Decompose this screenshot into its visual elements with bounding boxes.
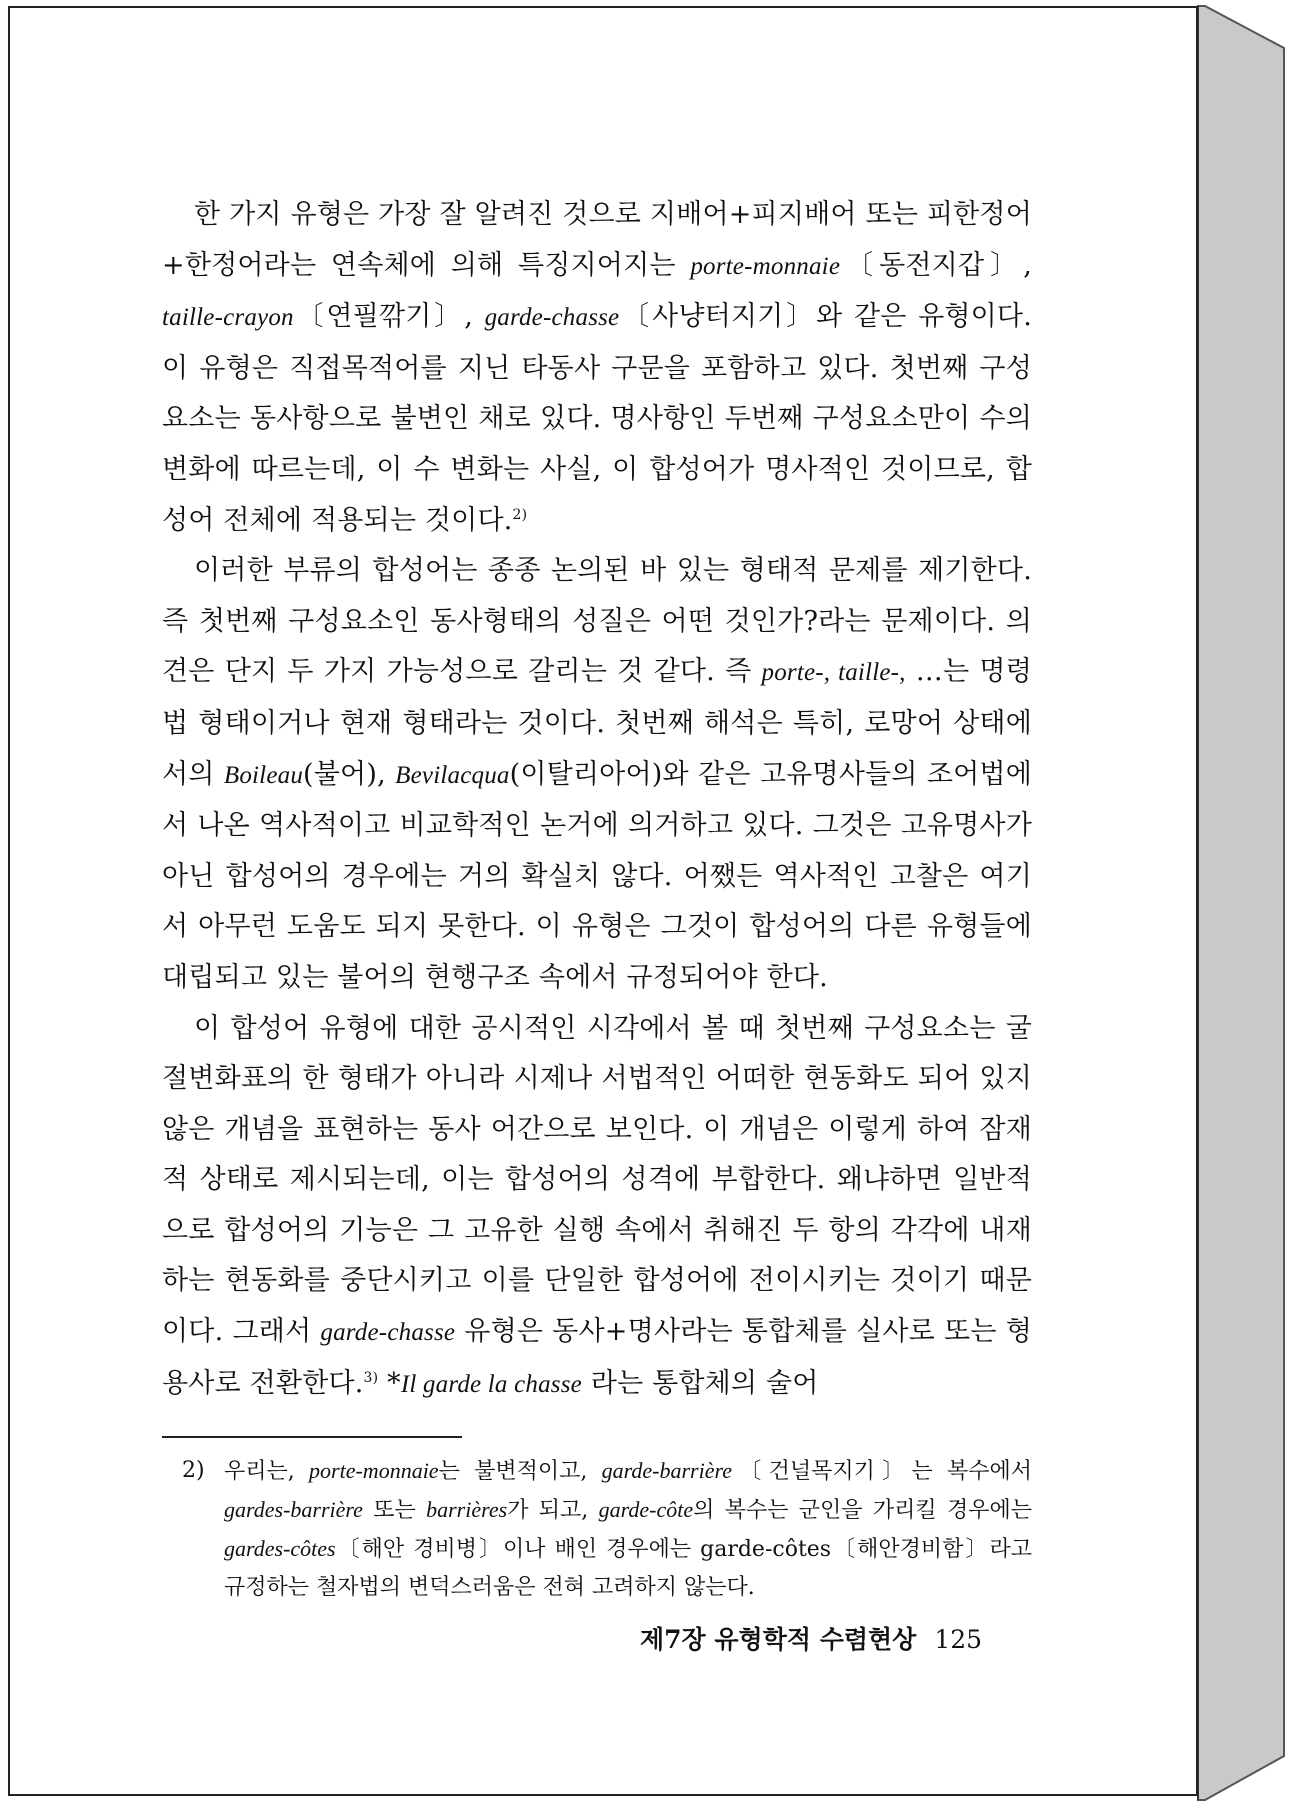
text-run: 유형은 동사+명사라는 통합체를 실사로 또는 형용사로 전환한다. xyxy=(162,1316,1032,1399)
foreign-term: Il garde la chasse xyxy=(400,1370,582,1398)
foreign-term: Boileau xyxy=(223,761,304,789)
text-run: 〔건널목지기〕는 복수에서 xyxy=(732,1459,1032,1485)
foreign-term: barrières xyxy=(426,1497,508,1523)
footnote-text xyxy=(224,1452,1032,1607)
foreign-term: porte-monnaie xyxy=(309,1458,439,1484)
body-paragraph-2 xyxy=(162,546,1032,1003)
foreign-term: Bevilacqua xyxy=(395,761,510,789)
footnote-reference: 2) xyxy=(512,506,528,523)
text-run: 이 합성어 유형에 대한 공시적인 시각에서 볼 때 첫번째 구성요소는 굴절변화표의 한 형태가 아니라 시제나 서법적인 어떠한 현동화도 되어 있지 않은 개념을 표현하는 동사 어간으로 보인다. 이 개념은 이렇게 하여 잠재적 상태로 제시되는데, 이는 합성어의 성격에 부합한다. 왜냐하면 일반적으로 합성어의 기능은 그 고유한 실행 속에서 취해진 두 항의 각각에 내재하는 현동화를 중단시키고 이를 단일한 합성어에 전이시키는 것이기 때문이다. 그래서 xyxy=(162,1012,1032,1348)
chapter-title: 제7장 유형학적 수렴현상 xyxy=(640,1625,917,1654)
foreign-term: garde-chasse xyxy=(484,304,620,332)
text-run: * xyxy=(378,1367,401,1399)
footnote-number: 2) xyxy=(182,1458,205,1484)
text-run: 〔연필깎기〕, xyxy=(293,301,485,333)
foreign-term: porte-monnaie xyxy=(690,252,841,280)
foreign-term: gardes-barrière xyxy=(224,1497,363,1523)
foreign-term: gardes-côtes xyxy=(224,1536,336,1562)
text-run: 한 가지 유형은 가장 잘 알려진 것으로 지배어+피지배어 또는 피한정어+한정어라는 연속체에 의해 특징지어지는 xyxy=(162,199,1032,281)
foreign-term: garde-côte xyxy=(598,1497,694,1523)
page-number: 125 xyxy=(934,1625,983,1654)
text-run: 우리는, xyxy=(224,1459,310,1485)
page-content xyxy=(162,190,1032,1607)
text-run: 〔동전지갑〕, xyxy=(840,249,1033,281)
text-run: …는 명령법 형태이거나 현재 형태라는 것이다. 첫번째 해석은 특히, 로망어 상태에서의 xyxy=(162,656,1032,790)
body-paragraph-3 xyxy=(162,1004,1032,1411)
body-paragraph-1 xyxy=(162,190,1032,546)
footnote xyxy=(162,1452,1032,1607)
text-run: (불어), xyxy=(303,758,396,790)
text-run: 〔해안 경비병〕이나 배인 경우에는 garde-côtes〔해안경비함〕라고 규정하는 철자법의 변덕스러움은 전혀 고려하지 않는다. xyxy=(224,1537,1032,1601)
foreign-term: garde-chasse xyxy=(320,1319,456,1347)
text-run: 〔사냥터지기〕와 같은 유형이다. 이 유형은 직접목적어를 지닌 타동사 구문을 포함하고 있다. 첫번째 구성요소는 동사항으로 불변인 채로 있다. 명사항인 두번째 구성요소만이 수의 변화에 따르는데, 이 수 변화는 사실, 이 합성어가 명사적인 것이므로, 합성어 전체에 적용되는 것이다. xyxy=(162,301,1032,536)
text-run: 이러한 부류의 합성어는 종종 논의된 바 있는 형태적 문제를 제기한다. 즉 첫번째 구성요소인 동사형태의 성질은 어떤 것인가?라는 문제이다. 의견은 단지 두 가지 가능성으로 갈리는 것 같다. 즉 xyxy=(162,555,1032,688)
foreign-term: porte-, taille-, xyxy=(761,659,906,687)
footnote-divider xyxy=(162,1436,462,1438)
text-run: 라는 통합체의 술어 xyxy=(581,1367,819,1399)
footnote-reference: 3) xyxy=(363,1369,379,1386)
text-run: 가 되고, xyxy=(507,1498,599,1524)
text-run: 의 복수는 군인을 가리킬 경우에는 xyxy=(693,1498,1032,1524)
text-run: (이탈리아어)와 같은 고유명사들의 조어법에서 나온 역사적이고 비교학적인 논거에 의거하고 있다. 그것은 고유명사가 아닌 합성어의 경우에는 거의 확실치 않다. 어쨌든 역사적인 고찰은 여기서 아무런 도움도 되지 못한다. 이 유형은 그것이 합성어의 다른 유형들에 대립되고 있는 불어의 현행구조 속에서 규정되어야 한다. xyxy=(162,758,1032,993)
page-footer xyxy=(640,1620,1040,1656)
foreign-term: garde-barrière xyxy=(601,1458,733,1484)
foreign-term: taille-crayon xyxy=(162,304,294,332)
text-run: 또는 xyxy=(362,1498,427,1524)
text-run: 는 불변적이고, xyxy=(438,1459,602,1485)
